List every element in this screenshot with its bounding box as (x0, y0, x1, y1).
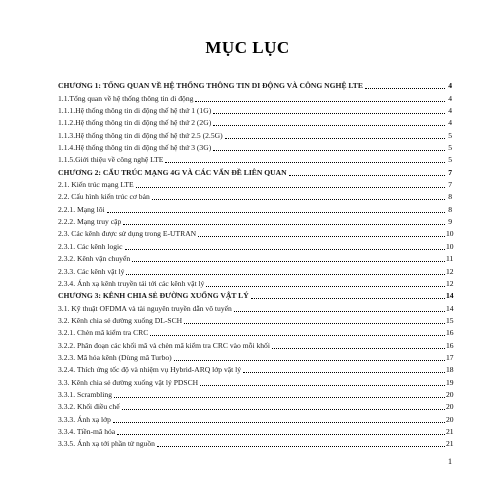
toc-entry-label: 3.3. Kênh chia sẻ đường xuống vật lý PDSCH (58, 377, 199, 387)
toc-entry-page: 15 (446, 315, 454, 325)
toc-entry-label: 3.2.2. Phân đoạn các khối mã và chèn mã kiểm tra CRC vào mỗi khối (58, 340, 270, 350)
toc-entry[interactable] (58, 401, 452, 413)
toc-entry[interactable] (58, 142, 452, 154)
toc-leader-dots (184, 323, 445, 324)
toc-entry-label: 3.3.2. Khối điều chế (58, 402, 120, 412)
toc-leader-dots (113, 422, 445, 423)
toc-leader-dots (251, 298, 445, 299)
toc-entry-page: 17 (446, 352, 454, 362)
toc-entry-page: 14 (446, 303, 454, 313)
toc-entry-label: CHƯƠNG 1: TỔNG QUAN VỀ HỆ THỐNG THÔNG TIN DI ĐỘNG VÀ CÔNG NGHỆ LTE (58, 81, 363, 91)
toc-entry[interactable] (58, 315, 452, 327)
toc-leader-dots (213, 150, 445, 151)
toc-entry[interactable] (58, 413, 452, 425)
toc-entry[interactable] (58, 191, 452, 203)
toc-entry[interactable] (58, 352, 452, 364)
toc-leader-dots (123, 224, 445, 225)
toc-leader-dots (132, 261, 445, 262)
toc-leader-dots (198, 236, 445, 237)
toc-entry-label: 3.2.4. Thích ứng tốc độ và nhiệm vụ Hybrid-ARQ lớp vật lý (58, 365, 242, 375)
toc-entry-page: 18 (446, 365, 454, 375)
toc-entry[interactable] (58, 426, 452, 438)
toc-entry-page: 12 (446, 266, 454, 276)
toc-entry-label: 3.3.4. Tiền-mã hóa (58, 426, 116, 436)
toc-leader-dots (174, 360, 445, 361)
toc-entry-page: 8 (448, 192, 452, 202)
toc-entry-label: 1.1.4.Hệ thống thông tin di động thế hệ thứ 3 (3G) (58, 143, 212, 153)
toc-entry-label: 3.2.1. Chèn mã kiểm tra CRC (58, 328, 149, 338)
toc-entry[interactable] (58, 376, 452, 388)
page-title: MỤC LỤC (205, 38, 290, 57)
toc-entry-label: 3.2. Kênh chia sẻ đường xuống DL-SCH (58, 315, 183, 325)
toc-entry-label: 1.1.Tổng quan về hệ thống thông tin di động (58, 93, 194, 103)
toc-entry-label: 2.3.2. Kênh vận chuyển (58, 254, 131, 264)
toc-entry[interactable] (58, 216, 452, 228)
toc-entry-page: 5 (448, 155, 452, 165)
toc-entry-page: 20 (446, 402, 454, 412)
toc-entry[interactable] (58, 129, 452, 141)
toc-entry-page: 4 (448, 118, 452, 128)
toc-entry-page: 16 (446, 340, 454, 350)
toc-entry[interactable] (58, 302, 452, 314)
toc-leader-dots (126, 274, 445, 275)
toc-entry-label: 3.3.5. Ánh xạ tới phần tử nguồn (58, 439, 155, 449)
toc-entry-label: 3.3.1. Scrambling (58, 389, 112, 399)
toc-entry[interactable] (58, 389, 452, 401)
toc-leader-dots (117, 434, 445, 435)
toc-entry-page: 16 (446, 328, 454, 338)
toc-entry[interactable] (58, 166, 452, 178)
toc-entry[interactable] (58, 105, 452, 117)
toc-leader-dots (243, 372, 445, 373)
toc-entry[interactable] (58, 265, 452, 277)
toc-entry-label: 2.3.4. Ánh xạ kênh truyền tải tới các kênh vật lý (58, 278, 205, 288)
toc-entry-label: 2.2. Cấu hình kiến trúc cơ bản (58, 192, 150, 202)
toc-entry[interactable] (58, 327, 452, 339)
toc-entry-page: 21 (446, 439, 454, 449)
toc-entry-label: 2.1. Kiến trúc mạng LTE (58, 180, 134, 190)
toc-entry-page: 7 (448, 180, 452, 190)
toc-entry-label: 2.2.1. Mạng lõi (58, 204, 105, 214)
toc-entry-label: 1.1.2.Hệ thống thông tin di động thế hệ thứ 2 (2G) (58, 118, 212, 128)
toc-leader-dots (122, 409, 445, 410)
toc-entry-page: 20 (446, 389, 454, 399)
toc-entry[interactable] (58, 154, 452, 166)
toc-leader-dots (114, 397, 445, 398)
toc-leader-dots (150, 335, 445, 336)
toc-entry[interactable] (58, 290, 452, 302)
toc-leader-dots (365, 88, 445, 89)
toc-entry-page: 4 (448, 106, 452, 116)
toc-leader-dots (195, 101, 445, 102)
toc-entry-label: 2.3.1. Các kênh logic (58, 241, 123, 251)
toc-entry-page: 8 (448, 204, 452, 214)
toc-leader-dots (289, 175, 445, 176)
toc-entry-page: 7 (448, 167, 452, 177)
toc-leader-dots (165, 162, 445, 163)
toc-entry-label: 1.1.1.Hệ thống thông tin di động thế hệ thứ 1 (1G) (58, 106, 212, 116)
toc-entry-label: 1.1.5.Giới thiệu về công nghệ LTE (58, 155, 164, 165)
toc-leader-dots (157, 446, 445, 447)
toc-entry-label: CHƯƠNG 3: KÊNH CHIA SẺ ĐƯỜNG XUỐNG VẬT LÝ (58, 291, 249, 301)
toc-entry-page: 9 (448, 217, 452, 227)
toc-entry-label: 2.2.2. Mạng truy cập (58, 217, 122, 227)
toc-entry[interactable] (58, 364, 452, 376)
toc-leader-dots (200, 385, 445, 386)
toc-entry-page: 12 (446, 278, 454, 288)
toc-leader-dots (213, 113, 445, 114)
toc-entry-page: 10 (446, 229, 454, 239)
toc-leader-dots (213, 125, 445, 126)
toc-entry-page: 11 (446, 254, 454, 264)
toc-entry[interactable] (58, 92, 452, 104)
toc-entry-page: 20 (446, 414, 454, 424)
toc-entry-page: 14 (446, 291, 454, 301)
toc-leader-dots (136, 187, 445, 188)
toc-leader-dots (125, 249, 445, 250)
toc-entry[interactable] (58, 203, 452, 215)
toc-entry-label: 3.1. Kỹ thuật OFDMA và tài nguyên truyền dẫn vô tuyến (58, 303, 232, 313)
toc-entry-page: 21 (446, 426, 454, 436)
toc-entry[interactable] (58, 240, 452, 252)
toc-entry-label: 3.3.3. Ánh xạ lớp (58, 414, 111, 424)
toc-leader-dots (152, 199, 445, 200)
toc-entry[interactable] (58, 339, 452, 351)
toc-entry-page: 19 (446, 377, 454, 387)
toc-entry-page: 10 (446, 241, 454, 251)
toc-leader-dots (107, 212, 445, 213)
toc-entry-label: CHƯƠNG 2: CẤU TRÚC MẠNG 4G VÀ CÁC VẤN ĐỀ LIÊN QUAN (58, 167, 287, 177)
toc-entry-page: 4 (448, 93, 452, 103)
toc-entry[interactable] (58, 253, 452, 265)
page-number: 1 (448, 457, 452, 466)
toc-entry-page: 4 (448, 81, 452, 91)
toc-leader-dots (272, 348, 445, 349)
toc-entry-label: 2.3. Các kênh được sử dụng trong E-UTRAN (58, 229, 197, 239)
table-of-contents (58, 80, 452, 450)
toc-entry[interactable] (58, 179, 452, 191)
toc-entry[interactable] (58, 438, 452, 450)
toc-leader-dots (234, 311, 445, 312)
toc-entry[interactable] (58, 278, 452, 290)
toc-entry[interactable] (58, 117, 452, 129)
toc-entry[interactable] (58, 228, 452, 240)
toc-entry-label: 1.1.3.Hệ thống thông tin di động thế hệ thứ 2.5 (2.5G) (58, 130, 223, 140)
toc-entry[interactable] (58, 80, 452, 92)
toc-entry-page: 5 (448, 143, 452, 153)
toc-entry-label: 3.2.3. Mã hóa kênh (Dùng mã Turbo) (58, 352, 172, 362)
toc-leader-dots (206, 286, 445, 287)
toc-entry-label: 2.3.3. Các kênh vật lý (58, 266, 125, 276)
toc-leader-dots (225, 138, 445, 139)
toc-entry-page: 5 (448, 130, 452, 140)
